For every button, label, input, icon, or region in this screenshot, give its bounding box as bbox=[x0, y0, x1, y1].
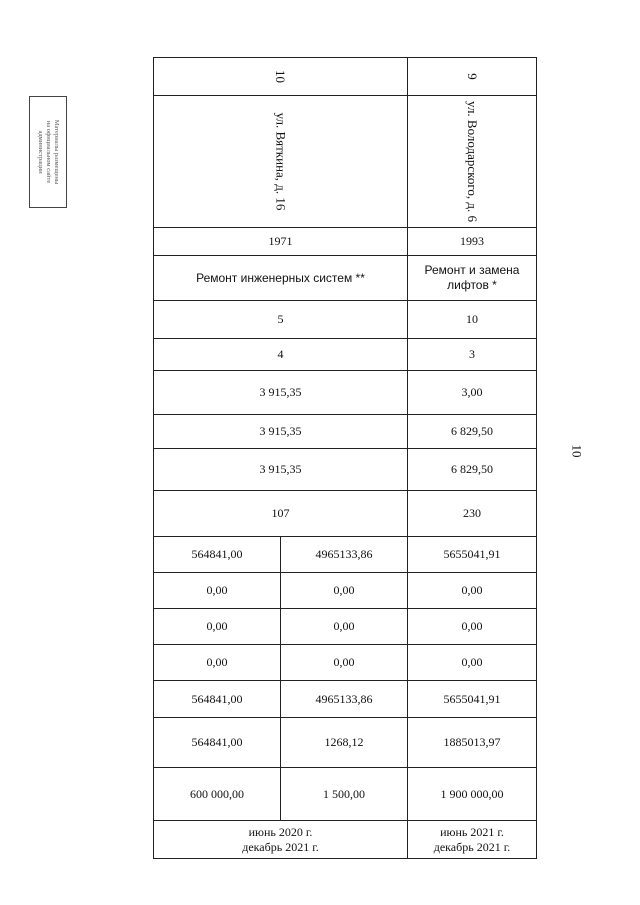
area-value: 6 829,50 bbox=[408, 449, 537, 491]
residents: 107 bbox=[154, 491, 408, 537]
money-cell: 1885013,97 bbox=[408, 718, 537, 768]
area-value: 6 829,50 bbox=[408, 415, 537, 449]
money-cell: 4965133,86 bbox=[281, 681, 408, 718]
money-cell: 0,00 bbox=[154, 645, 281, 681]
row-address bbox=[154, 96, 537, 228]
area-value: 3 915,35 bbox=[154, 415, 408, 449]
money-cell: 0,00 bbox=[281, 573, 408, 609]
entrances: 3 bbox=[408, 339, 537, 371]
money-cell: 564841,00 bbox=[154, 537, 281, 573]
build-year: 1993 bbox=[408, 228, 537, 256]
money-cell: 0,00 bbox=[154, 609, 281, 645]
row-work-type bbox=[154, 256, 537, 301]
table-row bbox=[154, 718, 537, 768]
money-cell: 0,00 bbox=[408, 645, 537, 681]
period-end: декабрь 2021 г. bbox=[433, 839, 511, 854]
money-cell: 5655041,91 bbox=[408, 681, 537, 718]
storeys: 5 bbox=[154, 301, 408, 339]
work-type-line: Ремонт и замена bbox=[424, 263, 520, 277]
row-number bbox=[154, 58, 537, 96]
area-value: 3 915,35 bbox=[154, 449, 408, 491]
table-row bbox=[154, 768, 537, 821]
work-type-line: лифтов * bbox=[447, 278, 497, 292]
money-cell: 1268,12 bbox=[281, 718, 408, 768]
row-period bbox=[154, 821, 537, 859]
row-area-b bbox=[154, 449, 537, 491]
page-number: 10 bbox=[569, 444, 585, 458]
row-year bbox=[154, 228, 537, 256]
money-cell: 564841,00 bbox=[154, 718, 281, 768]
row-storeys bbox=[154, 301, 537, 339]
area-value: 3 915,35 bbox=[154, 371, 408, 415]
house-address: ул. Вяткина, д. 16 bbox=[273, 112, 288, 210]
period-cell bbox=[154, 821, 408, 859]
period-start: июнь 2020 г. bbox=[248, 824, 313, 839]
stamp-line: Материалы размещены bbox=[53, 119, 60, 185]
table-row bbox=[154, 537, 537, 573]
house-address: ул. Володарского, д. 6 bbox=[464, 100, 480, 222]
stamp-line: на официальном сайте bbox=[45, 120, 52, 184]
money-cell: 0,00 bbox=[408, 609, 537, 645]
row-area-total bbox=[154, 371, 537, 415]
build-year: 1971 bbox=[154, 228, 408, 256]
period-cell bbox=[408, 821, 537, 859]
residents: 230 bbox=[408, 491, 537, 537]
money-cell: 0,00 bbox=[281, 609, 408, 645]
area-value: 3,00 bbox=[408, 371, 537, 415]
money-cell: 1 900 000,00 bbox=[408, 768, 537, 821]
work-type bbox=[408, 256, 537, 301]
house-number: 9 bbox=[464, 72, 480, 80]
money-cell: 1 500,00 bbox=[281, 768, 408, 821]
row-entrances bbox=[154, 339, 537, 371]
period-end: декабрь 2021 г. bbox=[242, 839, 319, 854]
row-residents bbox=[154, 491, 537, 537]
house-number: 10 bbox=[273, 69, 288, 83]
money-cell: 600 000,00 bbox=[154, 768, 281, 821]
money-cell: 0,00 bbox=[281, 645, 408, 681]
money-cell: 564841,00 bbox=[154, 681, 281, 718]
money-cell: 5655041,91 bbox=[408, 537, 537, 573]
money-cell: 4965133,86 bbox=[281, 537, 408, 573]
storeys: 10 bbox=[408, 301, 537, 339]
money-cell: 0,00 bbox=[154, 573, 281, 609]
row-area-a bbox=[154, 415, 537, 449]
money-cell: 0,00 bbox=[408, 573, 537, 609]
period-start: июнь 2021 г. bbox=[440, 824, 504, 839]
entrances: 4 bbox=[154, 339, 408, 371]
stamp-line: администрации bbox=[37, 130, 44, 174]
table-row bbox=[154, 609, 537, 645]
table-row bbox=[154, 573, 537, 609]
houses-table bbox=[153, 57, 537, 859]
work-type: Ремонт инженерных систем ** bbox=[154, 256, 408, 301]
approval-stamp bbox=[29, 96, 67, 208]
table-row bbox=[154, 681, 537, 718]
table-row bbox=[154, 645, 537, 681]
